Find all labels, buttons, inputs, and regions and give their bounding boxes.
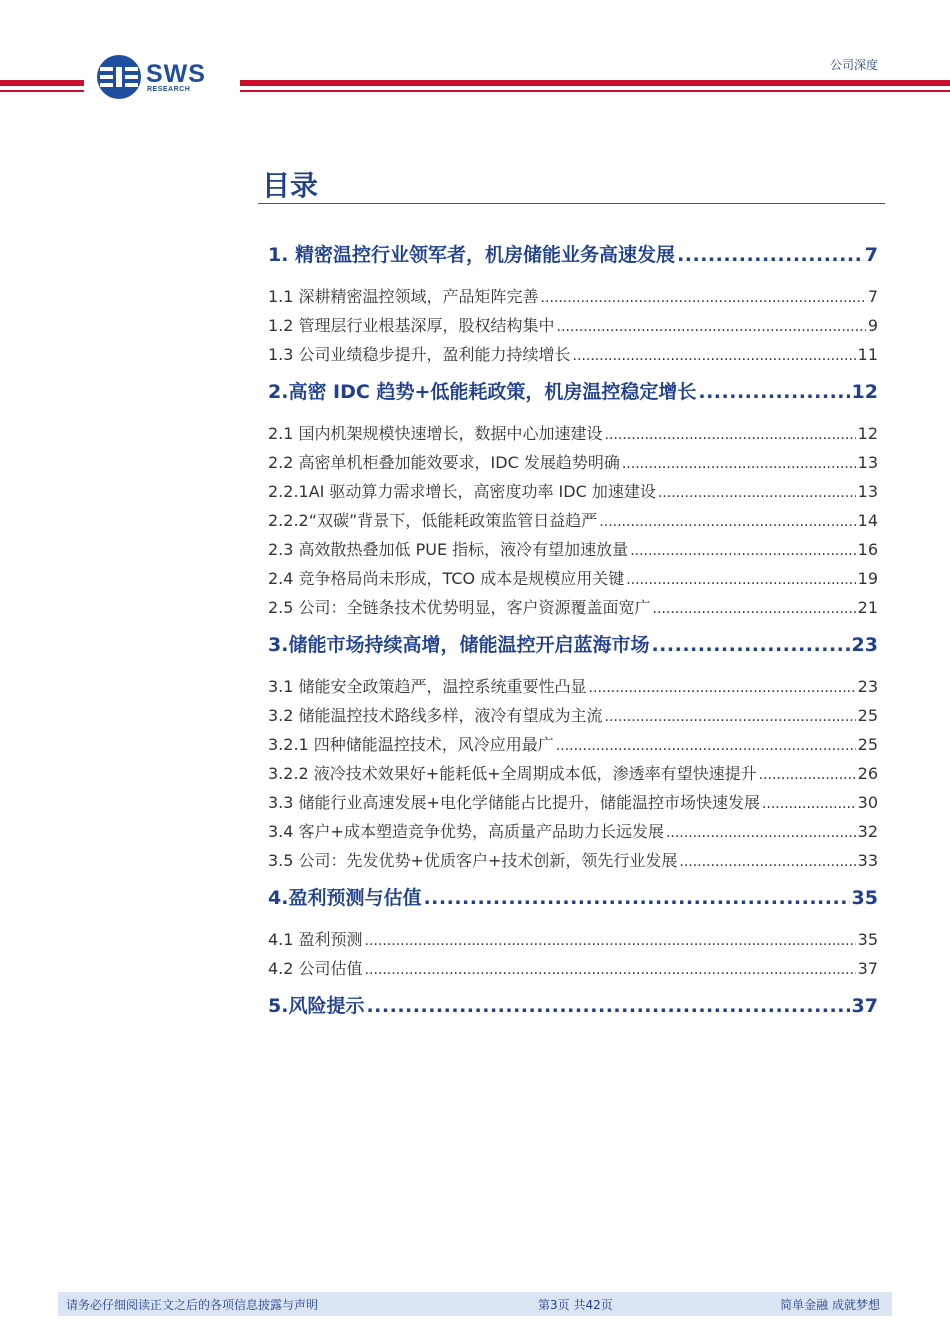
toc-section-entry[interactable]	[268, 284, 878, 313]
toc-chapter-entry[interactable]	[268, 991, 878, 1019]
toc-leader-dots	[653, 601, 856, 617]
toc-entry-page: 12	[851, 381, 878, 403]
toc-entry-title: 3.2.2 液冷技术效果好+能耗低+全周期成本低，渗透率有望快速提升	[268, 764, 757, 783]
toc-entry-page: 21	[857, 598, 878, 617]
toc-section-entry[interactable]	[268, 537, 878, 566]
toc-entry-title: 5.风险提示	[268, 995, 365, 1017]
toc-entry-title: 2.5 公司：全链条技术优势明显，客户资源覆盖面宽广	[268, 598, 651, 617]
toc-section-entry[interactable]	[268, 790, 878, 819]
toc-entry-title: 1.1 深耕精密温控领域，产品矩阵完善	[268, 287, 539, 306]
toc-leader-dots	[556, 738, 856, 754]
toc-entry-page: 13	[857, 482, 878, 501]
toc-leader-dots	[365, 933, 856, 949]
toc-entry-page: 11	[857, 345, 878, 364]
toc-leader-dots	[677, 244, 863, 266]
footer-page-number: 第3页 共42页	[538, 1298, 613, 1312]
toc-entry-page: 16	[857, 540, 878, 559]
toc-section-entry[interactable]	[268, 819, 878, 848]
toc-leader-dots	[605, 709, 856, 725]
toc-chapter-entry[interactable]	[268, 377, 878, 405]
sws-logo-icon	[96, 54, 142, 100]
toc-leader-dots	[589, 680, 856, 696]
toc-entry-title: 3.2 储能温控技术路线多样，液冷有望成为主流	[268, 706, 603, 725]
toc-entry-page: 30	[857, 793, 878, 812]
toc-entry-page: 12	[857, 424, 878, 443]
toc-entry-title: 4.1 盈利预测	[268, 930, 363, 949]
toc-entry-page: 35	[857, 930, 878, 949]
toc-entry-title: 2.2.2“双碳”背景下，低能耗政策监管日益趋严	[268, 511, 598, 530]
toc-entry-page: 25	[857, 706, 878, 725]
toc-leader-dots	[679, 854, 855, 870]
toc-entry-title: 2.高密 IDC 趋势+低能耗政策，机房温控稳定增长	[268, 381, 697, 403]
toc-leader-dots	[666, 825, 856, 841]
toc-leader-dots	[658, 485, 856, 501]
toc-leader-dots	[698, 381, 849, 403]
toc-entry-title: 1.2 管理层行业根基深厚，股权结构集中	[268, 316, 555, 335]
toc-section-entry[interactable]	[268, 421, 878, 450]
footer-slogan: 简单金融 成就梦想	[780, 1298, 880, 1312]
toc-section-entry[interactable]	[268, 956, 878, 985]
toc-entry-title: 3.储能市场持续高增，储能温控开启蓝海市场	[268, 634, 650, 656]
logo-subtext: RESEARCH	[147, 86, 191, 93]
logo-text: SWS	[146, 60, 206, 88]
toc-section-entry[interactable]	[268, 342, 878, 371]
toc-entry-page: 32	[857, 822, 878, 841]
toc-entry-page: 14	[857, 511, 878, 530]
toc-entry-title: 1. 精密温控行业领军者，机房储能业务高速发展	[268, 244, 676, 266]
toc-section-entry[interactable]	[268, 508, 878, 537]
toc-leader-dots	[651, 634, 849, 656]
toc-leader-dots	[541, 290, 866, 306]
toc-chapter-entry[interactable]	[268, 240, 878, 268]
toc-entry-title: 1.3 公司业绩稳步提升，盈利能力持续增长	[268, 345, 571, 364]
toc-entry-page: 19	[857, 569, 878, 588]
toc-entry-title: 3.4 客户+成本塑造竞争优势，高质量产品助力长远发展	[268, 822, 664, 841]
toc-title-rule	[258, 203, 885, 204]
toc-section-entry[interactable]	[268, 313, 878, 342]
toc-entry-page: 35	[851, 887, 878, 909]
toc-entry-page: 26	[857, 764, 878, 783]
toc-leader-dots	[599, 514, 855, 530]
toc-entry-title: 2.2.1AI 驱动算力需求增长，高密度功率 IDC 加速建设	[268, 482, 656, 501]
toc-leader-dots	[557, 319, 866, 335]
toc-entry-title: 2.4 竞争格局尚未形成，TCO 成本是规模应用关键	[268, 569, 625, 588]
table-of-contents	[268, 234, 878, 1035]
toc-entry-page: 9	[867, 316, 878, 335]
toc-leader-dots	[423, 887, 849, 909]
document-type-label: 公司深度	[829, 58, 878, 72]
toc-entry-page: 33	[857, 851, 878, 870]
toc-entry-page: 37	[857, 959, 878, 978]
toc-leader-dots	[366, 995, 849, 1017]
toc-entry-page: 25	[857, 735, 878, 754]
toc-entry-title: 3.1 储能安全政策趋严，温控系统重要性凸显	[268, 677, 587, 696]
toc-chapter-entry[interactable]	[268, 883, 878, 911]
sws-logo	[96, 54, 226, 104]
toc-entry-title: 3.2.1 四种储能温控技术，风冷应用最广	[268, 735, 554, 754]
toc-entry-page: 7	[867, 287, 878, 306]
toc-section-entry[interactable]	[268, 732, 878, 761]
toc-leader-dots	[762, 796, 856, 812]
toc-title: 目录	[262, 169, 319, 202]
toc-entry-page: 7	[864, 244, 878, 266]
toc-entry-title: 2.3 高效散热叠加低 PUE 指标，液冷有望加速放量	[268, 540, 629, 559]
toc-entry-title: 4.盈利预测与估值	[268, 887, 422, 909]
toc-entry-title: 3.5 公司：先发优势+优质客户+技术创新，领先行业发展	[268, 851, 678, 870]
toc-section-entry[interactable]	[268, 450, 878, 479]
toc-section-entry[interactable]	[268, 927, 878, 956]
toc-entry-page: 13	[857, 453, 878, 472]
toc-chapter-entry[interactable]	[268, 630, 878, 658]
footer-disclaimer: 请务必仔细阅读正文之后的各项信息披露与声明	[66, 1298, 319, 1312]
toc-entry-title: 3.3 储能行业高速发展+电化学储能占比提升，储能温控市场快速发展	[268, 793, 760, 812]
toc-entry-page: 37	[851, 995, 878, 1017]
toc-entry-title: 2.2 高密单机柜叠加能效要求，IDC 发展趋势明确	[268, 453, 620, 472]
toc-section-entry[interactable]	[268, 674, 878, 703]
toc-leader-dots	[605, 427, 856, 443]
toc-leader-dots	[759, 767, 856, 783]
toc-entry-page: 23	[851, 634, 878, 656]
toc-section-entry[interactable]	[268, 566, 878, 595]
page-footer	[58, 1292, 892, 1316]
toc-leader-dots	[573, 348, 856, 364]
toc-leader-dots	[630, 543, 855, 559]
header-rule-right	[240, 80, 950, 92]
toc-leader-dots	[622, 456, 856, 472]
toc-section-entry[interactable]	[268, 479, 878, 508]
toc-section-entry[interactable]	[268, 703, 878, 732]
toc-leader-dots	[626, 572, 855, 588]
toc-entry-page: 23	[857, 677, 878, 696]
toc-leader-dots	[365, 962, 856, 978]
toc-section-entry[interactable]	[268, 595, 878, 624]
toc-section-entry[interactable]	[268, 761, 878, 790]
toc-section-entry[interactable]	[268, 848, 878, 877]
header-rule-left	[0, 80, 84, 92]
toc-entry-title: 4.2 公司估值	[268, 959, 363, 978]
toc-entry-title: 2.1 国内机架规模快速增长，数据中心加速建设	[268, 424, 603, 443]
